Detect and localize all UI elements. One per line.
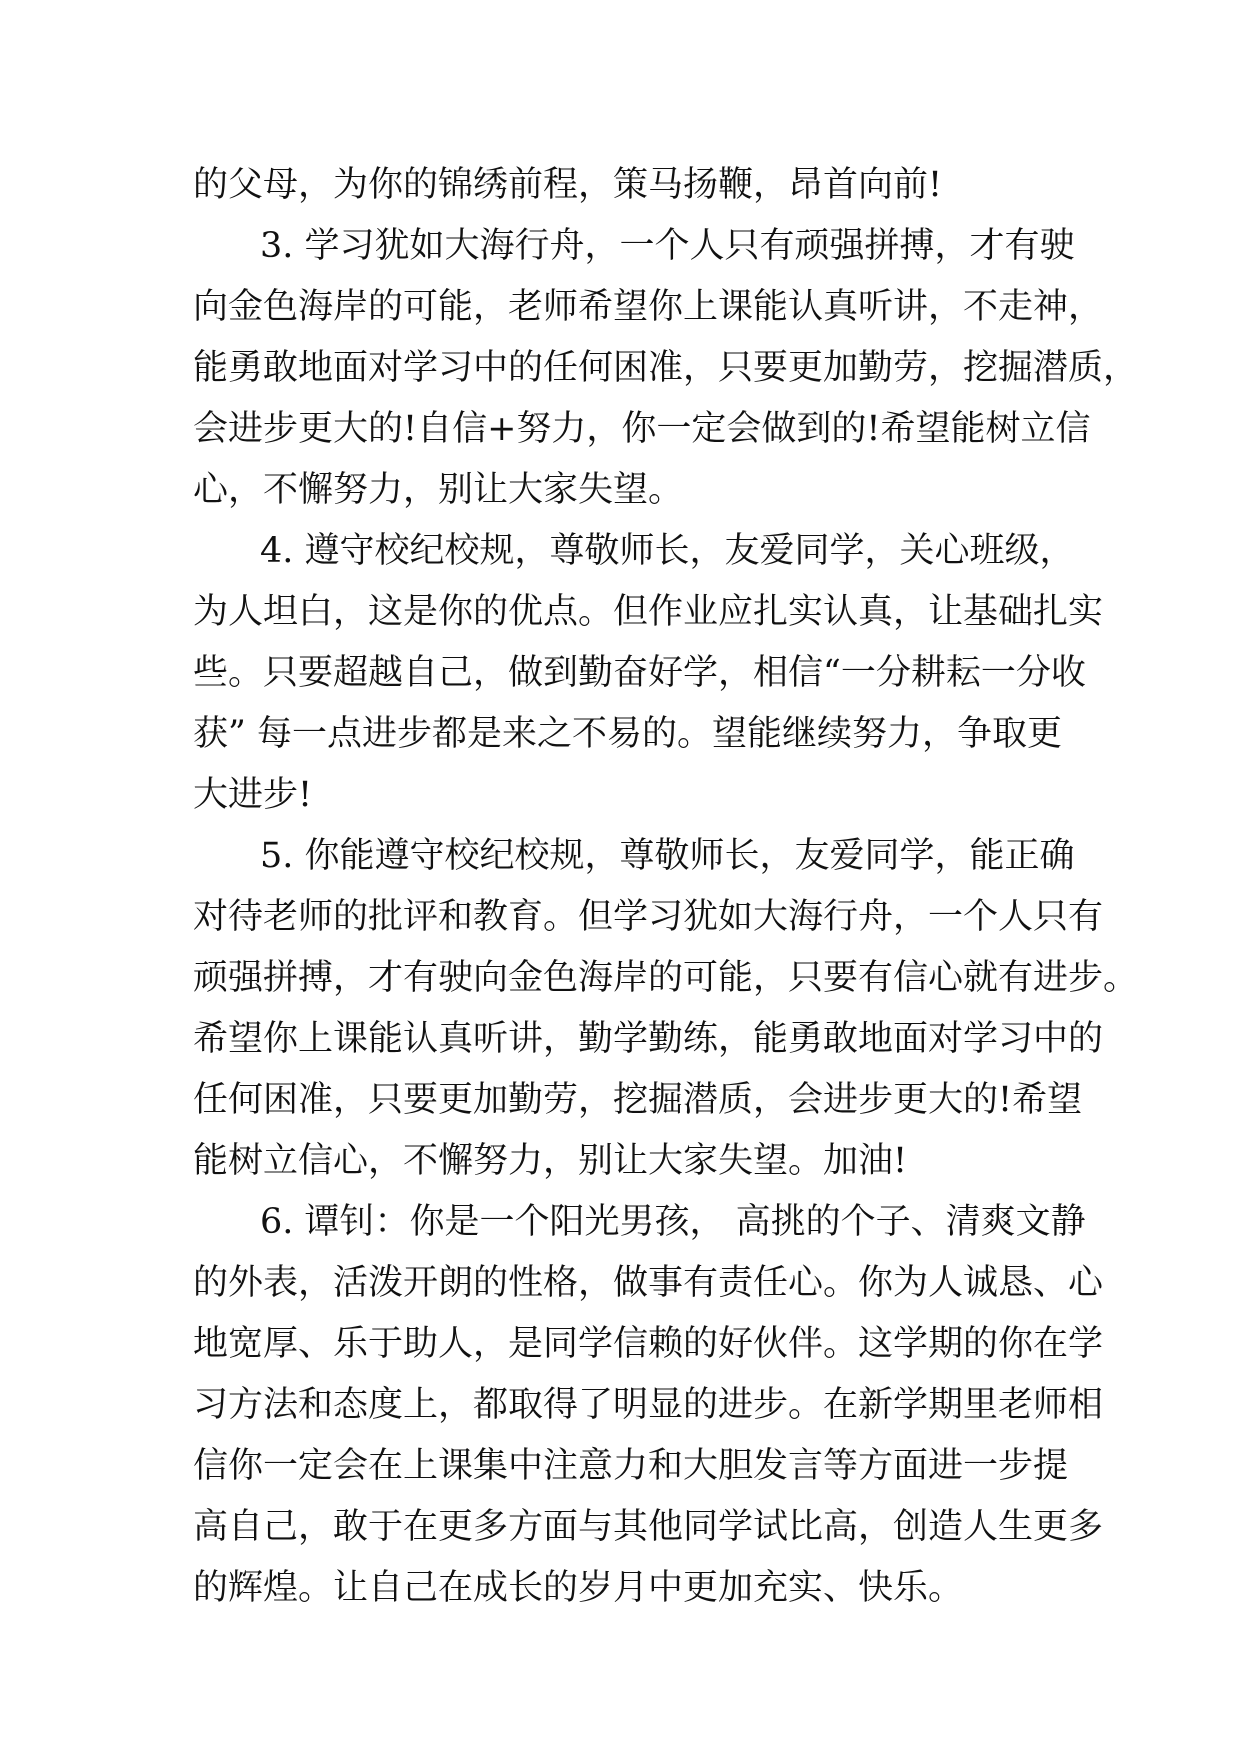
text-line: 获” 每一点进步都是来之不易的。望能继续努力，争取更 <box>193 714 1063 754</box>
text-line: 信你一定会在上课集中注意力和大胆发言等方面进一步提 <box>193 1446 1069 1486</box>
text-line: 大进步! <box>193 775 313 815</box>
text-line: 习方法和态度上，都取得了明显的进步。在新学期里老师相 <box>193 1385 1104 1425</box>
text-line: 任何困准，只要更加勤劳，挖掘潜质，会进步更大的!希望 <box>193 1080 1083 1120</box>
paragraph-4-first-line: 4. 遵守校纪校规，尊敬师长，友爱同学，关心班级， <box>260 531 1075 571</box>
paragraph-5-first-line: 5. 你能遵守校纪校规，尊敬师长，友爱同学，能正确 <box>260 836 1075 876</box>
text-line: 心，不懈努力，别让大家失望。 <box>193 470 684 510</box>
paragraph-6-first-line: 6. 谭钊：你是一个阳光男孩， 高挑的个子、清爽文静 <box>260 1202 1086 1242</box>
text-line: 能树立信心，不懈努力，别让大家失望。加油! <box>193 1141 908 1181</box>
paragraph-3-first-line: 3. 学习犹如大海行舟，一个人只有顽强拼搏，才有驶 <box>260 226 1075 266</box>
text-line: 为人坦白，这是你的优点。但作业应扎实认真，让基础扎实 <box>193 592 1104 632</box>
text-line: 对待老师的批评和教育。但学习犹如大海行舟，一个人只有 <box>193 897 1104 937</box>
text-line: 的外表，活泼开朗的性格，做事有责任心。你为人诚恳、心 <box>193 1263 1104 1303</box>
text-line: 的辉煌。让自己在成长的岁月中更加充实、快乐。 <box>193 1568 964 1608</box>
text-line: 顽强拼搏，才有驶向金色海岸的可能，只要有信心就有进步。 <box>193 958 1139 998</box>
text-line: 会进步更大的!自信+努力，你一定会做到的!希望能树立信 <box>193 409 1091 449</box>
text-line: 希望你上课能认真听讲，勤学勤练，能勇敢地面对学习中的 <box>193 1019 1104 1059</box>
text-line: 向金色海岸的可能，老师希望你上课能认真听讲，不走神， <box>193 287 1104 327</box>
text-line: 的父母，为你的锦绣前程，策马扬鞭，昂首向前! <box>193 165 943 205</box>
text-line: 高自己，敢于在更多方面与其他同学试比高，创造人生更多 <box>193 1507 1104 1547</box>
text-line: 些。只要超越自己，做到勤奋好学，相信“一分耕耘一分收 <box>193 653 1086 693</box>
text-line: 地宽厚、乐于助人，是同学信赖的好伙伴。这学期的你在学 <box>193 1324 1104 1364</box>
text-line: 能勇敢地面对学习中的任何困准，只要更加勤劳，挖掘潜质， <box>193 348 1139 388</box>
